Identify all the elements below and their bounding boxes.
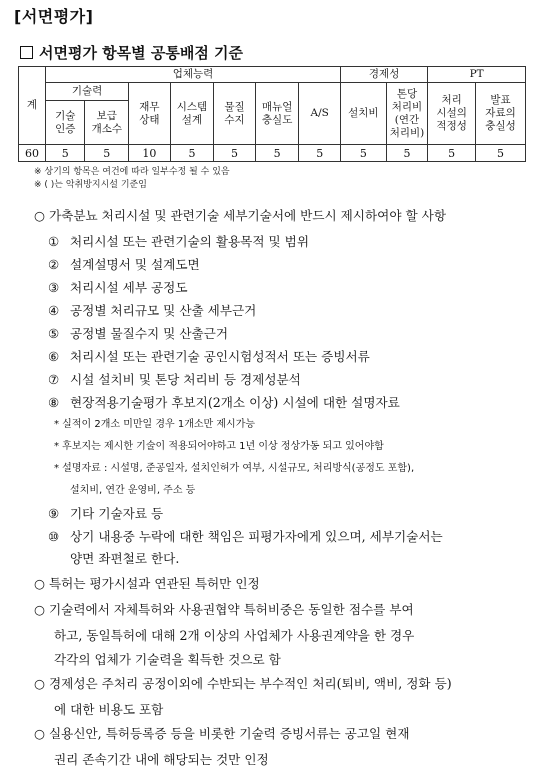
item-marker: ① xyxy=(48,234,60,249)
col-facility-fit: 처리 시설의 적정성 xyxy=(428,83,476,145)
economy-group-header: 경제성 xyxy=(341,67,428,83)
score-cell: 5 xyxy=(428,145,476,162)
section-title: [서면평가] xyxy=(14,7,94,26)
footnote: ※ 상기의 항목은 여건에 따라 일부수정 될 수 있음 xyxy=(34,167,230,177)
col-treat-cost: 톤당 처리비 (연간 처리비) xyxy=(386,83,428,145)
list-item xyxy=(34,527,520,550)
item-marker: ⑤ xyxy=(48,326,60,341)
score-cell: 5 xyxy=(476,145,526,162)
footnote: ※ ( )는 악취방지시설 기준임 xyxy=(34,180,147,190)
list-item xyxy=(34,504,520,527)
checkbox-square-icon xyxy=(20,46,33,59)
tech-subheader: 기술력 xyxy=(46,83,129,101)
item-text: 공정별 물질수지 및 산출근거 xyxy=(70,326,228,341)
item-text: 기타 기술자료 등 xyxy=(70,506,164,521)
score-cell: 5 xyxy=(85,145,129,162)
star-note: * 설명자료 : 시설명, 준공일자, 설치인허가 여부, 시설규모, 처리방식(공정도 포함), xyxy=(54,463,415,474)
list-item xyxy=(34,301,520,324)
requirements-body xyxy=(34,206,520,774)
item-text: 공정별 처리규모 및 산출 세부근거 xyxy=(70,303,257,318)
col-tech-cert: 기술 인증 xyxy=(46,101,85,145)
score-cell: 5 xyxy=(170,145,214,162)
bullet-3-continued: 하고, 동일특허에 대해 2개 이상의 사업체가 사용권계약을 한 경우 xyxy=(54,628,415,643)
score-cell: 5 xyxy=(386,145,428,162)
item-marker: ⑦ xyxy=(48,372,60,387)
pt-group-header: PT xyxy=(428,67,526,83)
col-water-quality: 물질 수지 xyxy=(214,83,256,145)
item-text: 처리시설 또는 관련기술 공인시험성적서 또는 증빙서류 xyxy=(70,349,370,364)
col-install-cost: 설치비 xyxy=(341,83,387,145)
subtitle-text: 서면평가 항목별 공통배점 기준 xyxy=(39,44,244,62)
bullet-4-continued: 에 대한 비용도 포함 xyxy=(54,702,164,717)
star-note-continued: 설치비, 연간 운영비, 주소 등 xyxy=(70,485,196,496)
list-item-continued: 양면 좌편철로 한다. xyxy=(70,551,180,566)
subtitle xyxy=(20,42,243,63)
list-item xyxy=(34,255,520,278)
item-marker: ⑩ xyxy=(48,529,60,544)
item-marker: ⑨ xyxy=(48,506,60,521)
item-marker: ④ xyxy=(48,303,60,318)
item-text: 처리시설 또는 관련기술의 활용목적 및 범위 xyxy=(70,234,309,249)
total-header: 계 xyxy=(19,67,46,145)
bullet-4: ○ 경제성은 주처리 공정이외에 수반되는 부수적인 처리(퇴비, 액비, 정화 등) xyxy=(34,676,452,691)
list-item xyxy=(34,393,520,416)
col-finance: 재무 상태 xyxy=(129,83,171,145)
star-note: * 후보지는 제시한 기술이 적용되어야하고 1년 이상 정상가동 되고 있어야함 xyxy=(54,441,384,452)
bullet-3-continued: 각각의 업체가 기술력을 획득한 것으로 함 xyxy=(54,652,281,667)
item-marker: ③ xyxy=(48,280,60,295)
item-marker: ⑧ xyxy=(48,395,60,410)
business-group-header: 업체능력 xyxy=(46,67,341,83)
col-as: A/S xyxy=(299,83,341,145)
score-cell: 60 xyxy=(19,145,46,162)
list-item xyxy=(34,370,520,393)
score-cell: 10 xyxy=(129,145,171,162)
item-text: 현장적용기술평가 후보지(2개소 이상) 시설에 대한 설명자료 xyxy=(70,395,400,410)
bullet-2: ○ 특허는 평가시설과 연관된 특허만 인정 xyxy=(34,576,260,591)
bullet-3: ○ 기술력에서 자체특허와 사용권협약 특허비중은 동일한 점수를 부여 xyxy=(34,602,414,617)
item-marker: ⑥ xyxy=(48,349,60,364)
list-item xyxy=(34,232,520,255)
scoring-table xyxy=(18,66,526,162)
item-marker: ② xyxy=(48,257,60,272)
item-text: 시설 설치비 및 톤당 처리비 등 경제성분석 xyxy=(70,372,301,387)
list-item xyxy=(34,324,520,347)
col-tech-sites: 보급 개소수 xyxy=(85,101,129,145)
col-manual: 매뉴얼 충실도 xyxy=(255,83,299,145)
col-system-design: 시스템 설계 xyxy=(170,83,214,145)
bullet-5-continued: 권리 존속기간 내에 해당되는 것만 인정 xyxy=(54,752,269,767)
score-cell: 5 xyxy=(214,145,256,162)
bullet-5: ○ 실용신안, 특허등록증 등을 비롯한 기술력 증빙서류는 공고일 현재 xyxy=(34,726,410,741)
score-cell: 5 xyxy=(299,145,341,162)
bullet-1: ○ 가축분뇨 처리시설 및 관련기술 세부기술서에 반드시 제시하여야 할 사항 xyxy=(34,208,446,223)
list-item xyxy=(34,278,520,301)
item-text: 설계설명서 및 설계도면 xyxy=(70,257,200,272)
list-item xyxy=(34,347,520,370)
table-footnotes xyxy=(34,166,230,192)
item-text: 상기 내용중 누락에 대한 책임은 피평가자에게 있으며, 세부기술서는 xyxy=(70,529,443,544)
star-note: * 실적이 2개소 미만일 경우 1개소만 제시가능 xyxy=(54,419,256,430)
col-presentation: 발표 자료의 충실성 xyxy=(476,83,526,145)
score-row xyxy=(19,145,526,162)
score-cell: 5 xyxy=(46,145,85,162)
score-cell: 5 xyxy=(255,145,299,162)
score-cell: 5 xyxy=(341,145,387,162)
item-text: 처리시설 세부 공정도 xyxy=(70,280,188,295)
